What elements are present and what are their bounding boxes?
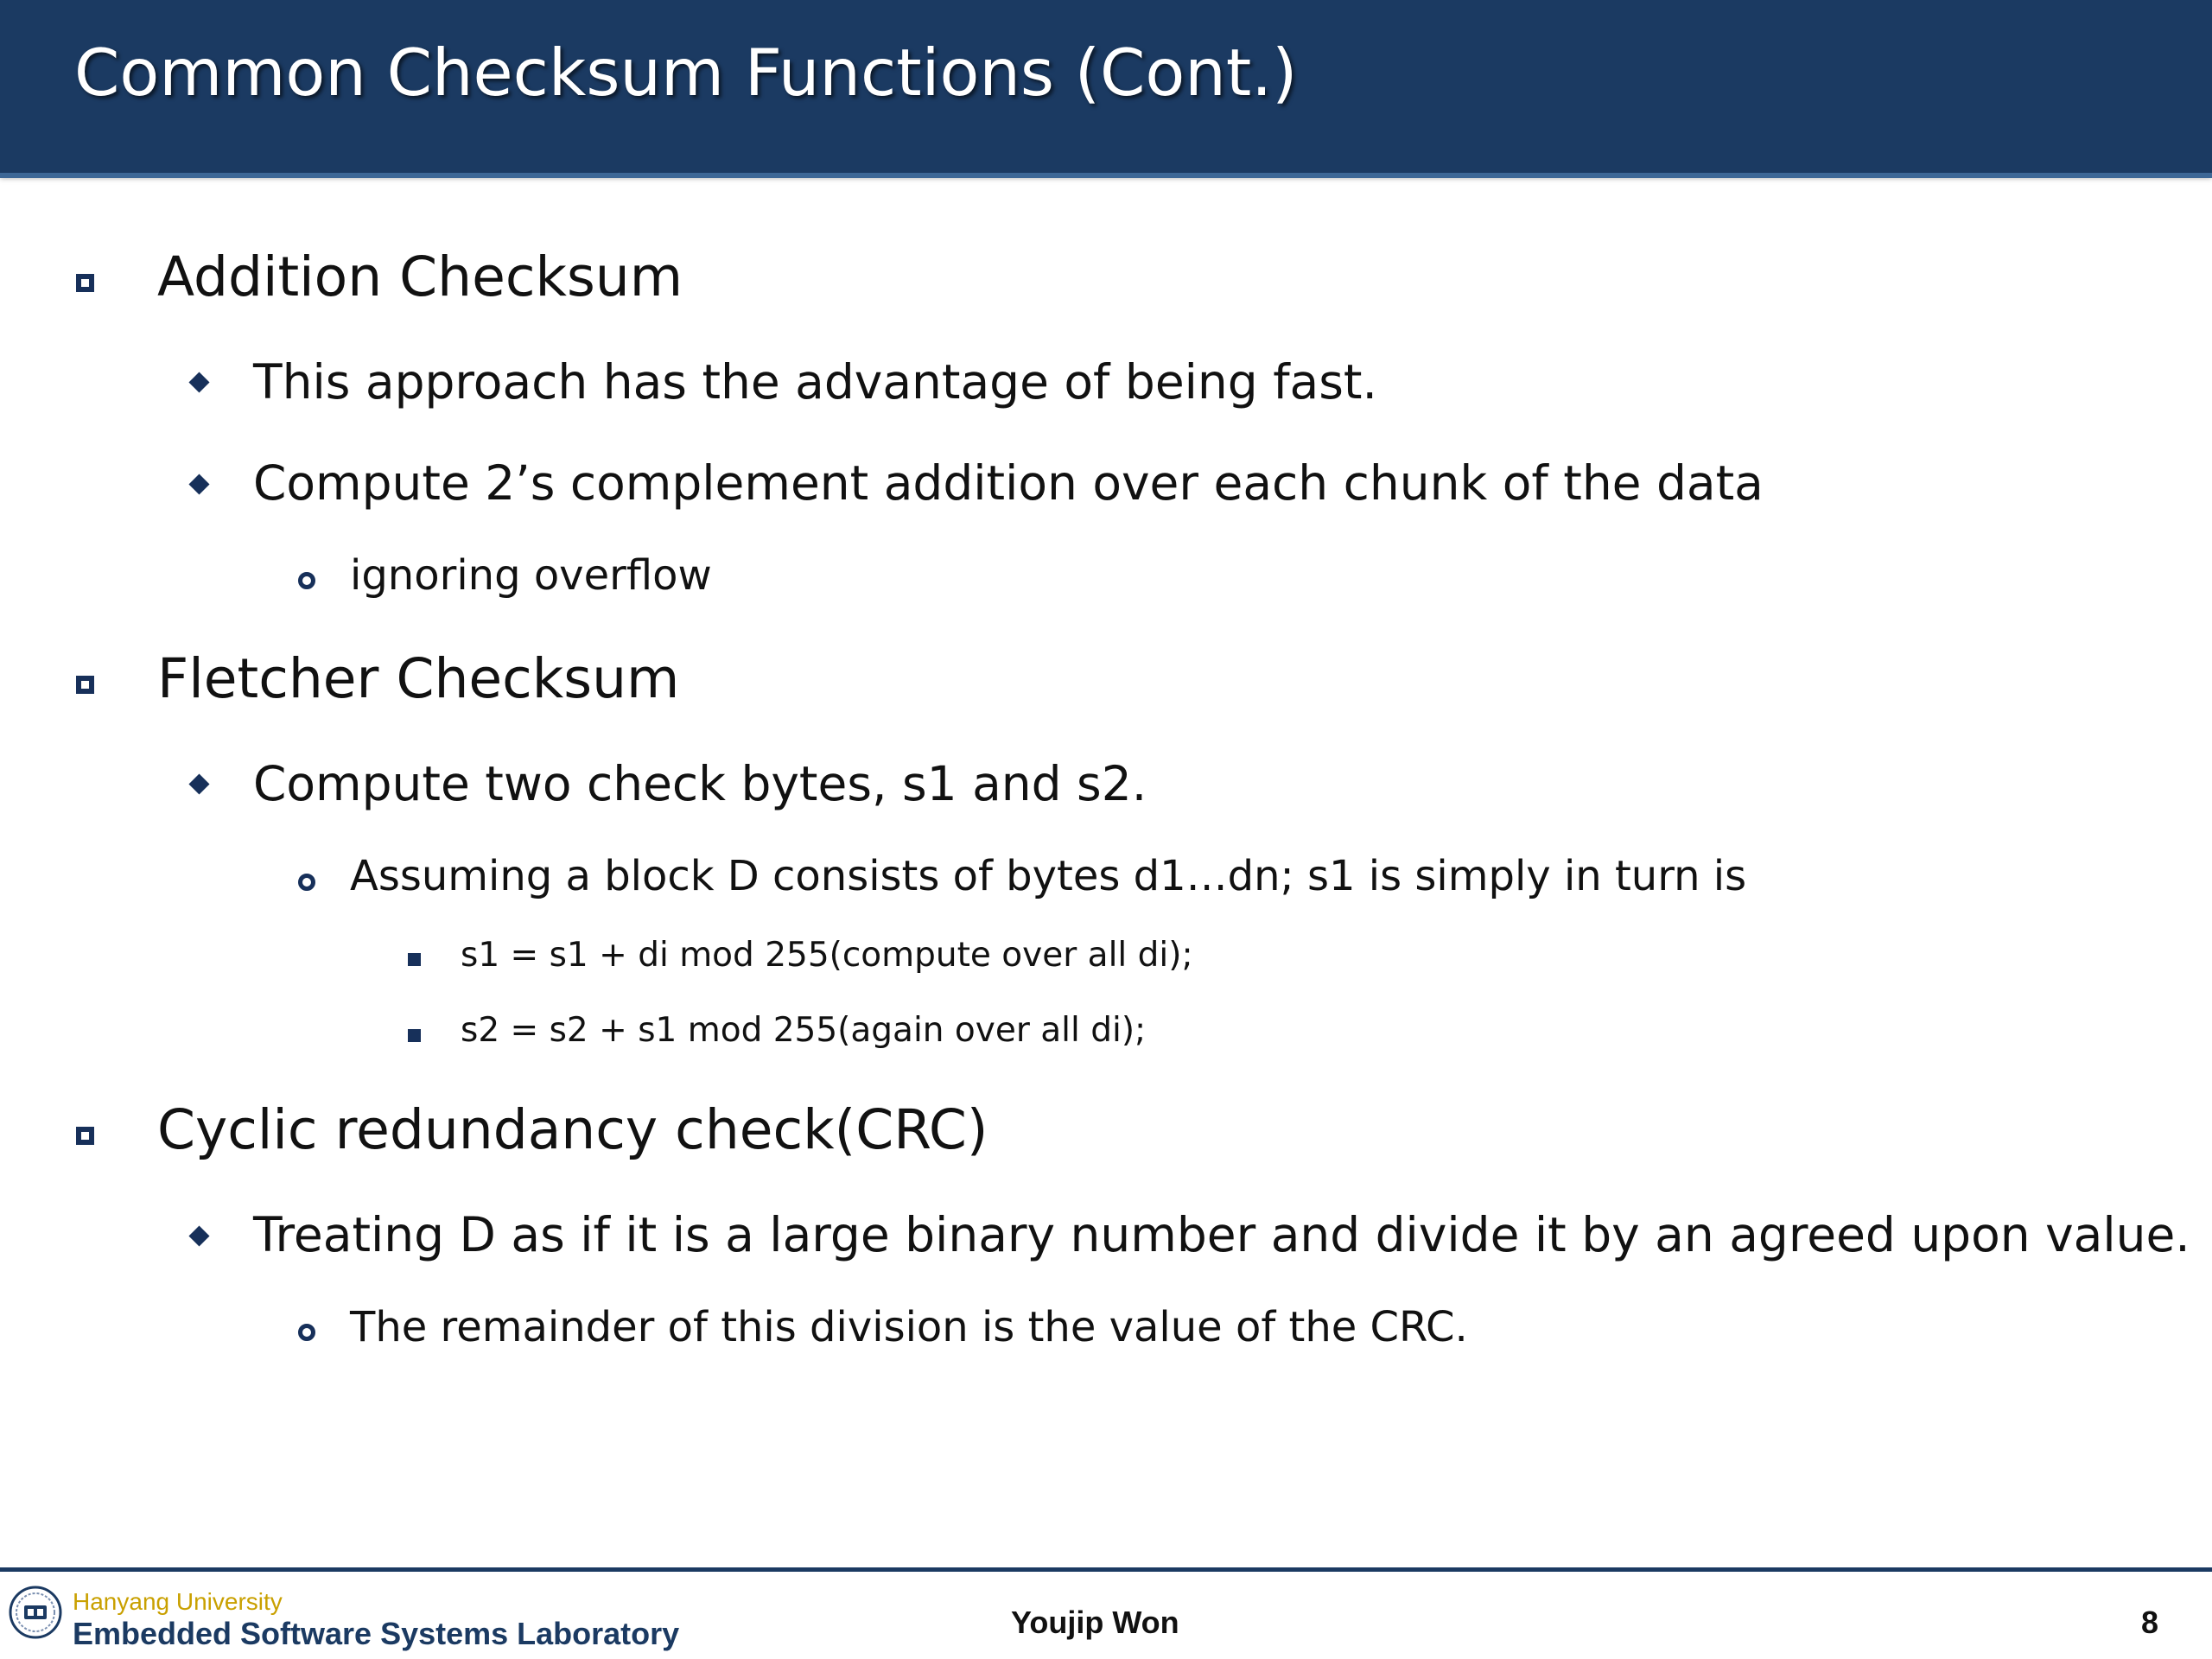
heading-fletcher-checksum: Fletcher Checksum [157, 647, 680, 710]
point-twos-complement: Compute 2’s complement addition over each chunk of the data [253, 455, 1764, 511]
subpoint-ignoring-overflow: ignoring overflow [350, 551, 712, 600]
circle-bullet-icon [298, 874, 315, 891]
diamond-bullet-icon [188, 1225, 209, 1246]
formula-s2: s2 = s2 + s1 mod 255(again over all di); [461, 1011, 1147, 1050]
circle-bullet-icon [298, 572, 315, 589]
square-bullet-icon [76, 1127, 94, 1145]
diamond-bullet-icon [188, 474, 209, 494]
formula-s1: s1 = s1 + di mod 255(compute over all di); [461, 936, 1193, 975]
author-name: Youjip Won [1011, 1605, 1179, 1640]
page-number: 8 [2141, 1605, 2159, 1640]
lab-name: Embedded Software Systems Laboratory [73, 1616, 680, 1651]
header-divider [0, 173, 2212, 178]
point-binary-number: Treating D as if it is a large binary number and divide it by an agreed upon value. [253, 1207, 2190, 1262]
circle-bullet-icon [298, 1324, 315, 1341]
small-square-bullet-icon [408, 1029, 421, 1042]
diamond-bullet-icon [188, 773, 209, 794]
slide-header [0, 0, 2212, 173]
slide-title: Common Checksum Functions (Cont.) [74, 35, 1298, 111]
subpoint-block-d: Assuming a block D consists of bytes d1…dn; s1 is simply in turn is [350, 852, 1747, 900]
university-name: Hanyang University [73, 1588, 283, 1615]
heading-crc: Cyclic redundancy check(CRC) [157, 1098, 988, 1161]
heading-addition-checksum: Addition Checksum [157, 245, 683, 308]
square-bullet-icon [76, 676, 94, 694]
small-square-bullet-icon [408, 953, 421, 966]
point-check-bytes: Compute two check bytes, s1 and s2. [253, 756, 1147, 811]
subpoint-remainder: The remainder of this division is the value of the CRC. [350, 1303, 1468, 1351]
diamond-bullet-icon [188, 372, 209, 392]
footer-divider [0, 1567, 2212, 1572]
point-fast: This approach has the advantage of being fast. [253, 354, 1377, 410]
square-bullet-icon [76, 274, 94, 292]
university-seal-icon [9, 1586, 62, 1639]
